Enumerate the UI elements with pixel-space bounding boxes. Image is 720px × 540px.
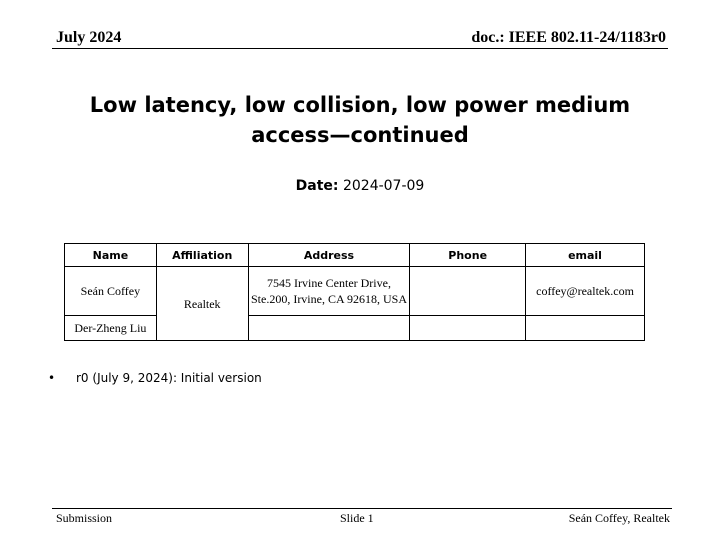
slide-title: Low latency, low collision, low power medium access—continued xyxy=(89,93,631,147)
footer-submission: Submission xyxy=(56,511,113,525)
authors-table xyxy=(64,243,645,341)
bullet-marker: • xyxy=(48,371,56,385)
column-header-address: Address xyxy=(248,244,410,267)
author-email xyxy=(526,316,645,341)
header-date: July 2024 xyxy=(56,29,122,46)
column-header-email: email xyxy=(526,244,645,267)
author-phone xyxy=(410,316,526,341)
author-name: Der-Zheng Liu xyxy=(65,316,157,341)
column-header-affiliation: Affiliation xyxy=(156,244,248,267)
column-header-name: Name xyxy=(65,244,157,267)
date-line xyxy=(0,178,720,194)
column-header-phone: Phone xyxy=(410,244,526,267)
footer-author: Seán Coffey, Realtek xyxy=(568,511,670,525)
header-divider xyxy=(52,48,668,49)
date-value: 2024-07-09 xyxy=(342,178,425,194)
author-address: 7545 Irvine Center Drive, Ste.200, Irvine, CA 92618, USA xyxy=(248,267,410,316)
author-phone xyxy=(410,267,526,316)
table-header-row xyxy=(65,244,645,267)
author-affiliation: Realtek xyxy=(156,267,248,341)
slide-number: Slide 1 xyxy=(340,511,374,525)
footer-divider xyxy=(52,508,672,509)
table-row xyxy=(65,267,645,316)
author-email: coffey@realtek.com xyxy=(526,267,645,316)
author-address xyxy=(248,316,410,341)
bullet-text: r0 (July 9, 2024): Initial version xyxy=(76,371,262,385)
table-row xyxy=(65,316,645,341)
author-name: Seán Coffey xyxy=(65,267,157,316)
document-id: doc.: IEEE 802.11-24/1183r0 xyxy=(471,29,666,46)
date-label: Date: xyxy=(295,178,339,194)
bullet-item xyxy=(48,371,262,385)
